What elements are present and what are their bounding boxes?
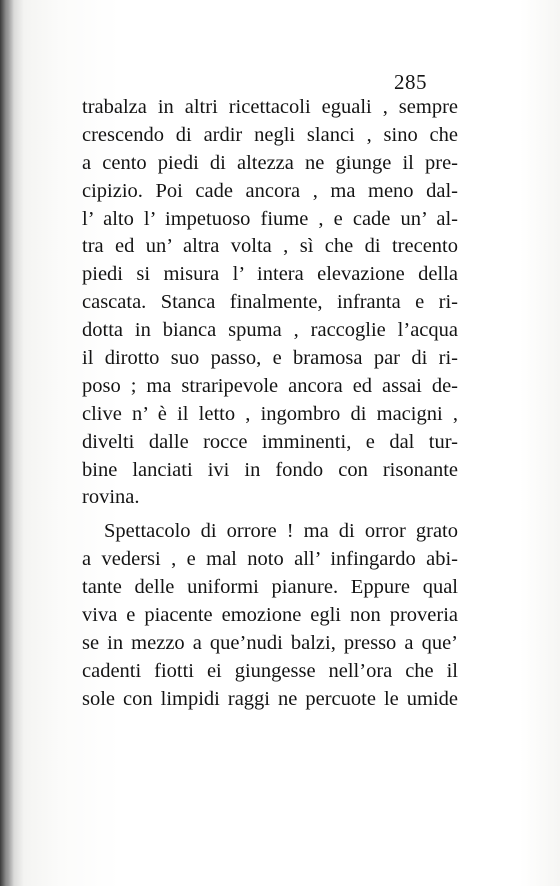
text-line: viva e piacente emozione egli non proveria <box>82 604 458 627</box>
text-line: crescendo di ardir negli slanci , sino che <box>82 123 458 146</box>
text-line: piedi si misura l’ intera elevazione della <box>82 263 458 286</box>
text-line: trabalza in altri ricettacoli eguali , sempre <box>82 96 458 118</box>
text-line: cadenti fiotti ei giungesse nell’ora che il <box>82 659 458 682</box>
text-line: poso ; ma straripevole ancora ed assai de- <box>82 374 458 397</box>
text-line: tra ed un’ altra volta , sì che di trecento <box>82 235 458 258</box>
text-line: clive n’ è il letto , ingombro di macigni , <box>82 402 458 425</box>
text-line: divelti dalle rocce imminenti, e dal tur- <box>82 430 458 453</box>
body-text <box>82 94 458 714</box>
page-number: 285 <box>394 70 427 94</box>
text-line: l’ alto l’ impetuoso fiume , e cade un’ al- <box>82 207 458 230</box>
paragraph-1 <box>82 94 458 512</box>
book-spine-shadow <box>0 0 14 886</box>
text-line: sole con limpidi raggi ne percuote le umide <box>82 687 458 710</box>
text-line: cipizio. Poi cade ancora , ma meno dal- <box>82 179 458 202</box>
text-line: cascata. Stanca finalmente, infranta e ri- <box>82 291 458 314</box>
text-line: dotta in bianca spuma , raccoglie l’acqua <box>82 319 458 342</box>
text-line: il dirotto suo passo, e bramosa par di ri- <box>82 347 458 370</box>
text-line: bine lanciati ivi in fondo con risonante <box>82 458 458 481</box>
text-line: rovina. <box>82 486 140 509</box>
text-line: tante delle uniformi pianure. Eppure qual <box>82 576 458 599</box>
text-line: Spettacolo di orrore ! ma di orror grato <box>104 520 458 543</box>
text-line: a cento piedi di altezza ne giunge il pre- <box>82 151 458 174</box>
text-line: a vedersi , e mal noto all’ infingardo abi- <box>82 548 458 571</box>
text-line: se in mezzo a que’nudi balzi, presso a que’ <box>82 631 458 654</box>
paragraph-2 <box>82 518 458 713</box>
